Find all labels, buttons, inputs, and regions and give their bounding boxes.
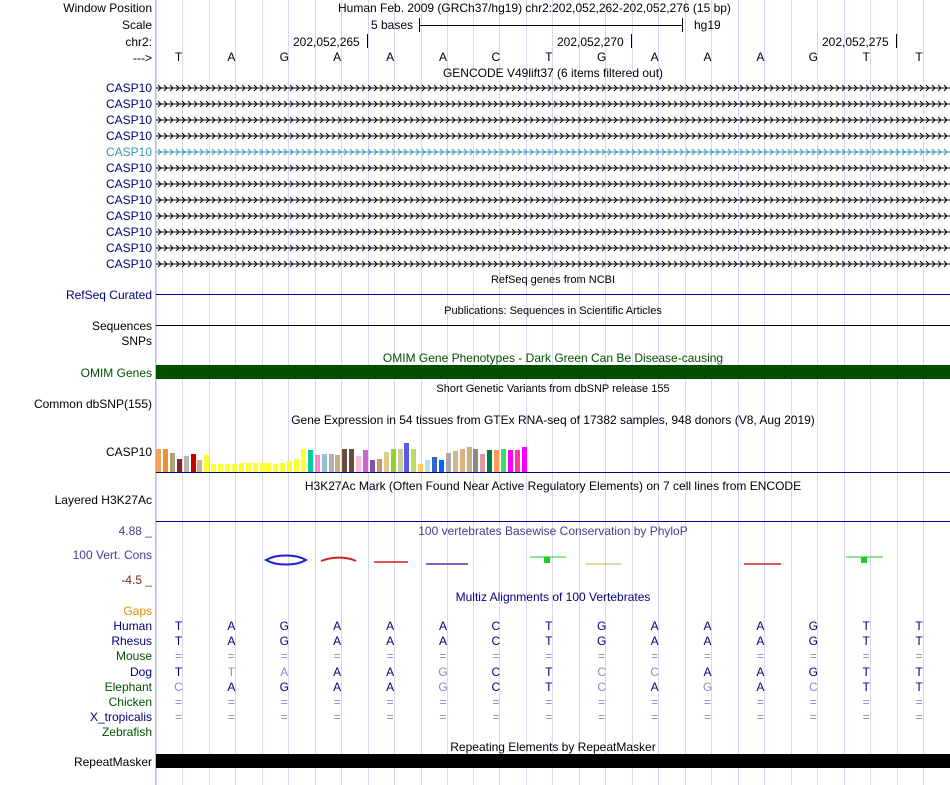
multiz-base: G xyxy=(808,619,818,633)
omim-bar[interactable] xyxy=(156,365,950,379)
multiz-base: = xyxy=(280,710,288,724)
gtex-tissue-bar[interactable] xyxy=(384,452,389,472)
h3k27ac-label[interactable]: Layered H3K27Ac xyxy=(54,493,152,507)
multiz-base: T xyxy=(545,680,553,694)
gtex-tissue-bar[interactable] xyxy=(501,449,506,472)
multiz-base: A xyxy=(333,680,342,694)
multiz-base: = xyxy=(545,649,553,663)
multiz-base: A xyxy=(438,619,447,633)
phylop-wave-1 xyxy=(266,556,306,565)
dna-base: T xyxy=(862,50,870,64)
gtex-tissue-bar[interactable] xyxy=(391,449,396,472)
multiz-base: = xyxy=(227,649,235,663)
multiz-base: A xyxy=(227,634,236,648)
multiz-base: A xyxy=(386,665,395,679)
multiz-base: = xyxy=(333,649,341,663)
h3k27ac-line[interactable] xyxy=(156,521,950,522)
gtex-tissue-bar[interactable] xyxy=(453,451,458,472)
gtex-tissue-bar[interactable] xyxy=(163,449,168,472)
multiz-base: C xyxy=(597,680,607,694)
species-label-zebrafish[interactable]: Zebrafish xyxy=(101,725,152,739)
gtex-tissue-bar[interactable] xyxy=(342,449,347,472)
multiz-base: = xyxy=(333,710,341,724)
ruler-tick-1 xyxy=(367,34,368,48)
multiz-base: A xyxy=(333,634,342,648)
multiz-base: A xyxy=(386,634,395,648)
multiz-base: T xyxy=(174,619,183,633)
gtex-tissue-bar[interactable] xyxy=(287,461,292,472)
multiz-base: G xyxy=(279,680,289,694)
multiz-base: = xyxy=(174,649,182,663)
gencode-transcript[interactable] xyxy=(156,113,950,127)
multiz-base: = xyxy=(492,649,500,663)
dna-base: G xyxy=(808,50,818,64)
multiz-base: = xyxy=(703,649,711,663)
multiz-base: C xyxy=(174,680,183,694)
multiz-base: G xyxy=(597,619,607,633)
dna-base: T xyxy=(545,50,553,64)
gtex-tissue-bar[interactable] xyxy=(280,463,285,472)
phylop-title: 100 vertebrates Basewise Conservation by PhyloP xyxy=(418,524,688,538)
multiz-base: C xyxy=(491,619,501,633)
multiz-base: = xyxy=(598,649,606,663)
gtex-title: Gene Expression in 54 tissues from GTEx RNA-seq of 17382 samples, 948 donors (V8, Aug 2019) xyxy=(291,413,815,427)
multiz-base: A xyxy=(703,665,712,679)
phylop-min-label: -4.5 _ xyxy=(121,573,152,587)
gtex-tissue-bar[interactable] xyxy=(363,450,368,472)
gtex-tissue-bar[interactable] xyxy=(467,447,472,472)
gencode-transcript[interactable] xyxy=(156,257,950,271)
multiz-base: = xyxy=(492,710,500,724)
gencode-item-label[interactable]: CASP10 xyxy=(105,113,152,127)
multiz-base: A xyxy=(280,665,289,679)
multiz-base: = xyxy=(915,649,923,663)
multiz-base: = xyxy=(174,710,182,724)
multiz-base: = xyxy=(703,710,711,724)
multiz-base: = xyxy=(492,695,500,709)
dna-base: A xyxy=(438,50,447,64)
multiz-base: A xyxy=(333,665,342,679)
dna-base: A xyxy=(386,50,395,64)
multiz-base: A xyxy=(650,634,659,648)
phylop-peak-2-marker xyxy=(861,557,867,563)
multiz-base: G xyxy=(438,665,448,679)
gencode-title: GENCODE V49lift37 (6 items filtered out) xyxy=(442,66,664,80)
gtex-tissue-bar[interactable] xyxy=(322,454,327,472)
multiz-base: T xyxy=(862,619,870,633)
gtex-tissue-bar[interactable] xyxy=(294,459,299,472)
gtex-tissue-bar[interactable] xyxy=(315,455,320,472)
dna-base: G xyxy=(597,50,607,64)
sequences-line[interactable] xyxy=(156,325,950,326)
gencode-item-label[interactable]: CASP10 xyxy=(105,257,152,271)
gtex-tissue-bar[interactable] xyxy=(494,450,499,472)
multiz-base: = xyxy=(333,695,341,709)
multiz-base: T xyxy=(862,680,870,694)
gtex-tissue-bar[interactable] xyxy=(460,449,465,472)
gtex-tissue-bar[interactable] xyxy=(432,457,437,472)
gencode-transcript[interactable] xyxy=(156,161,950,175)
refseq-label[interactable]: RefSeq Curated xyxy=(65,288,152,302)
multiz-base: A xyxy=(227,680,236,694)
multiz-base: T xyxy=(915,665,923,679)
dna-base: A xyxy=(756,50,765,64)
window-position-label: Window Position xyxy=(63,1,152,15)
species-label-elephant[interactable]: Elephant xyxy=(104,680,152,694)
gencode-transcript[interactable] xyxy=(156,81,950,95)
gencode-transcript[interactable] xyxy=(156,209,950,223)
gtex-tissue-bar[interactable] xyxy=(370,460,375,472)
scale-label: Scale xyxy=(121,18,152,32)
phylop-peak-1-marker xyxy=(544,557,550,563)
multiz-base: A xyxy=(756,680,765,694)
multiz-base: = xyxy=(227,695,235,709)
position-title: Human Feb. 2009 (GRCh37/hg19) chr2:202,052,262-202,052,276 (15 bp) xyxy=(338,1,731,15)
multiz-base: = xyxy=(809,649,817,663)
chrom-label: chr2: xyxy=(125,35,152,49)
gtex-tissue-bar[interactable] xyxy=(301,449,306,472)
gtex-tissue-bar[interactable] xyxy=(177,459,182,472)
multiz-base: G xyxy=(808,665,818,679)
repeatmasker-label[interactable]: RepeatMasker xyxy=(73,755,152,769)
multiz-base: = xyxy=(439,695,447,709)
multiz-base: G xyxy=(597,634,607,648)
gencode-item-label[interactable]: CASP10 xyxy=(105,241,152,255)
species-label-chicken[interactable]: Chicken xyxy=(108,695,152,709)
multiz-base: T xyxy=(545,619,553,633)
ruler-label-1: 202,052,265 xyxy=(293,35,360,49)
phylop-wave-2 xyxy=(321,558,356,561)
multiz-base: = xyxy=(651,710,659,724)
gtex-tissue-bar[interactable] xyxy=(211,464,216,472)
gencode-transcript[interactable] xyxy=(156,225,950,239)
multiz-base: A xyxy=(386,619,395,633)
multiz-base: G xyxy=(279,619,289,633)
dbsnp-label[interactable]: Common dbSNP(155) xyxy=(33,397,152,411)
gtex-tissue-bar[interactable] xyxy=(418,464,423,472)
phylop-label[interactable]: 100 Vert. Cons xyxy=(72,548,152,562)
multiz-base: T xyxy=(545,634,553,648)
scale-bar xyxy=(419,18,683,32)
gencode-item-label[interactable]: CASP10 xyxy=(105,225,152,239)
gencode-transcript[interactable] xyxy=(156,193,950,207)
multiz-base: T xyxy=(545,665,553,679)
multiz-base: A xyxy=(386,680,395,694)
multiz-base: G xyxy=(808,634,818,648)
multiz-base: A xyxy=(756,634,765,648)
multiz-base: T xyxy=(862,665,870,679)
multiz-base: = xyxy=(862,710,870,724)
multiz-base: = xyxy=(174,695,182,709)
gencode-item-label[interactable]: CASP10 xyxy=(105,129,152,143)
gencode-item-label[interactable]: CASP10 xyxy=(105,97,152,111)
species-label-human[interactable]: Human xyxy=(113,619,152,633)
multiz-base: = xyxy=(651,649,659,663)
gtex-tissue-bar[interactable] xyxy=(377,459,382,472)
gtex-tissue-bar[interactable] xyxy=(191,454,196,472)
ruler-label-3: 202,052,275 xyxy=(822,35,889,49)
strand-label: ---> xyxy=(133,51,152,65)
gtex-tissue-bar[interactable] xyxy=(225,464,230,472)
gtex-tissue-bar[interactable] xyxy=(232,464,237,472)
multiz-base: = xyxy=(386,710,394,724)
gencode-transcript[interactable] xyxy=(156,177,950,191)
multiz-base: = xyxy=(598,710,606,724)
multiz-base: G xyxy=(438,680,448,694)
multiz-base: = xyxy=(598,695,606,709)
multiz-base: = xyxy=(756,710,764,724)
multiz-base: A xyxy=(650,680,659,694)
gtex-tissue-bar[interactable] xyxy=(487,450,492,472)
gtex-tissue-bar[interactable] xyxy=(308,450,313,472)
ruler-tick-3 xyxy=(896,34,897,48)
multiz-base: = xyxy=(280,695,288,709)
multiz-base: T xyxy=(915,634,923,648)
gtex-tissue-bar[interactable] xyxy=(197,460,202,472)
gtex-tissue-bar[interactable] xyxy=(253,463,258,472)
multiz-base: = xyxy=(862,649,870,663)
multiz-base: = xyxy=(703,695,711,709)
gtex-tissue-bar[interactable] xyxy=(515,450,520,472)
gencode-transcript[interactable] xyxy=(156,241,950,255)
multiz-base: A xyxy=(756,619,765,633)
multiz-base: C xyxy=(808,680,818,694)
multiz-base: A xyxy=(703,634,712,648)
gtex-tissue-bar[interactable] xyxy=(411,449,416,472)
multiz-base: = xyxy=(915,695,923,709)
multiz-base: = xyxy=(439,649,447,663)
multiz-base: = xyxy=(809,695,817,709)
gtex-tissue-bar[interactable] xyxy=(329,454,334,472)
omim-label[interactable]: OMIM Genes xyxy=(80,366,152,380)
multiz-base: A xyxy=(703,619,712,633)
dna-base: A xyxy=(703,50,712,64)
gaps-label: Gaps xyxy=(123,604,152,618)
gtex-tissue-bar[interactable] xyxy=(508,450,513,472)
gtex-tissue-bar[interactable] xyxy=(356,456,361,472)
publications-title: Publications: Sequences in Scientific Articles xyxy=(444,305,662,317)
multiz-base: = xyxy=(386,695,394,709)
multiz-base: = xyxy=(809,710,817,724)
multiz-title: Multiz Alignments of 100 Vertebrates xyxy=(455,590,651,604)
multiz-base: T xyxy=(862,634,870,648)
gencode-item-label[interactable]: CASP10 xyxy=(105,81,152,95)
h3k27ac-title: H3K27Ac Mark (Often Found Near Active Regulatory Elements) on 7 cell lines from ENCODE xyxy=(304,479,802,493)
multiz-base: = xyxy=(439,710,447,724)
ruler-tick-2 xyxy=(631,34,632,48)
multiz-base: A xyxy=(650,619,659,633)
multiz-base: = xyxy=(545,710,553,724)
phylop-plot[interactable] xyxy=(156,540,950,580)
ruler-label-2: 202,052,270 xyxy=(557,35,624,49)
assembly-text: hg19 xyxy=(694,18,721,32)
dna-base: A xyxy=(227,50,236,64)
multiz-base: C xyxy=(597,665,607,679)
refseq-line[interactable] xyxy=(156,294,950,295)
scale-text: 5 bases xyxy=(371,18,414,32)
gtex-tissue-bar[interactable] xyxy=(446,453,451,472)
gtex-tissue-bar[interactable] xyxy=(273,464,278,472)
gtex-tissue-bar[interactable] xyxy=(404,443,409,472)
multiz-base: T xyxy=(174,634,183,648)
multiz-base: = xyxy=(386,649,394,663)
gencode-item-label[interactable]: CASP10 xyxy=(105,193,152,207)
multiz-base: = xyxy=(280,649,288,663)
gencode-item-label[interactable]: CASP10 xyxy=(105,161,152,175)
gtex-bars[interactable] xyxy=(156,430,536,472)
multiz-base: C xyxy=(650,665,659,679)
multiz-base: = xyxy=(227,710,235,724)
multiz-base: A xyxy=(333,619,342,633)
multiz-base: T xyxy=(915,619,923,633)
omim-title: OMIM Gene Phenotypes - Dark Green Can Be Disease-causing xyxy=(382,351,724,365)
gtex-tissue-bar[interactable] xyxy=(473,449,478,472)
gtex-tissue-bar[interactable] xyxy=(349,449,354,472)
multiz-base: C xyxy=(491,634,501,648)
gencode-item-label[interactable]: CASP10 xyxy=(105,209,152,223)
gtex-tissue-bar[interactable] xyxy=(170,453,175,472)
gtex-tissue-bar[interactable] xyxy=(266,463,271,472)
gtex-tissue-bar[interactable] xyxy=(480,454,485,472)
multiz-base: = xyxy=(651,695,659,709)
gtex-tissue-bar[interactable] xyxy=(425,460,430,472)
multiz-base: A xyxy=(227,619,236,633)
multiz-base: A xyxy=(438,634,447,648)
gtex-baseline xyxy=(156,472,950,473)
phylop-max-label: 4.88 _ xyxy=(118,524,152,538)
gencode-transcript[interactable] xyxy=(156,129,950,143)
gtex-tissue-bar[interactable] xyxy=(204,455,209,472)
dbsnp-title: Short Genetic Variants from dbSNP release 155 xyxy=(436,383,670,395)
browser-image[interactable] xyxy=(156,0,950,785)
gencode-item-label[interactable]: CASP10 xyxy=(105,145,152,159)
gtex-tissue-bar[interactable] xyxy=(260,463,265,472)
gtex-tissue-bar[interactable] xyxy=(239,463,244,472)
gencode-transcript[interactable] xyxy=(156,97,950,111)
repeatmasker-title: Repeating Elements by RepeatMasker xyxy=(450,740,656,754)
dna-base: T xyxy=(174,50,183,64)
gencode-item-label[interactable]: CASP10 xyxy=(105,177,152,191)
multiz-base: T xyxy=(174,665,183,679)
gtex-tissue-bar[interactable] xyxy=(335,455,340,472)
gencode-transcript[interactable] xyxy=(156,145,950,159)
multiz-base: C xyxy=(491,680,501,694)
multiz-base: = xyxy=(862,695,870,709)
dna-base: G xyxy=(279,50,289,64)
species-label-dog[interactable]: Dog xyxy=(129,665,152,679)
dna-base: T xyxy=(915,50,923,64)
gtex-tissue-bar[interactable] xyxy=(246,463,251,472)
multiz-base: G xyxy=(702,680,713,694)
gtex-tissue-bar[interactable] xyxy=(439,460,444,472)
multiz-base: C xyxy=(491,665,501,679)
multiz-base: T xyxy=(915,680,923,694)
multiz-base: = xyxy=(756,649,764,663)
multiz-base: G xyxy=(279,634,289,648)
gtex-tissue-bar[interactable] xyxy=(156,449,161,472)
multiz-base: = xyxy=(756,695,764,709)
dna-base: C xyxy=(491,50,501,64)
gtex-tissue-bar[interactable] xyxy=(522,447,527,472)
multiz-base: A xyxy=(756,665,765,679)
dna-base: A xyxy=(333,50,342,64)
species-label-rhesus[interactable]: Rhesus xyxy=(111,634,152,648)
gtex-tissue-bar[interactable] xyxy=(184,456,189,472)
multiz-base: = xyxy=(915,710,923,724)
gtex-tissue-bar[interactable] xyxy=(218,464,223,472)
dna-base: A xyxy=(650,50,659,64)
species-label-mouse[interactable]: Mouse xyxy=(115,649,152,663)
snps-label[interactable]: SNPs xyxy=(121,334,152,348)
gtex-tissue-bar[interactable] xyxy=(398,449,403,472)
track-labels-column xyxy=(0,0,156,785)
refseq-title: RefSeq genes from NCBI xyxy=(490,274,616,286)
sequences-label[interactable]: Sequences xyxy=(91,319,152,333)
repeatmasker-bar[interactable] xyxy=(156,754,950,768)
multiz-base: T xyxy=(227,665,236,679)
multiz-base: = xyxy=(545,695,553,709)
gtex-label[interactable]: CASP10 xyxy=(105,445,152,459)
species-label-xtropicalis[interactable]: X_tropicalis xyxy=(89,710,152,724)
